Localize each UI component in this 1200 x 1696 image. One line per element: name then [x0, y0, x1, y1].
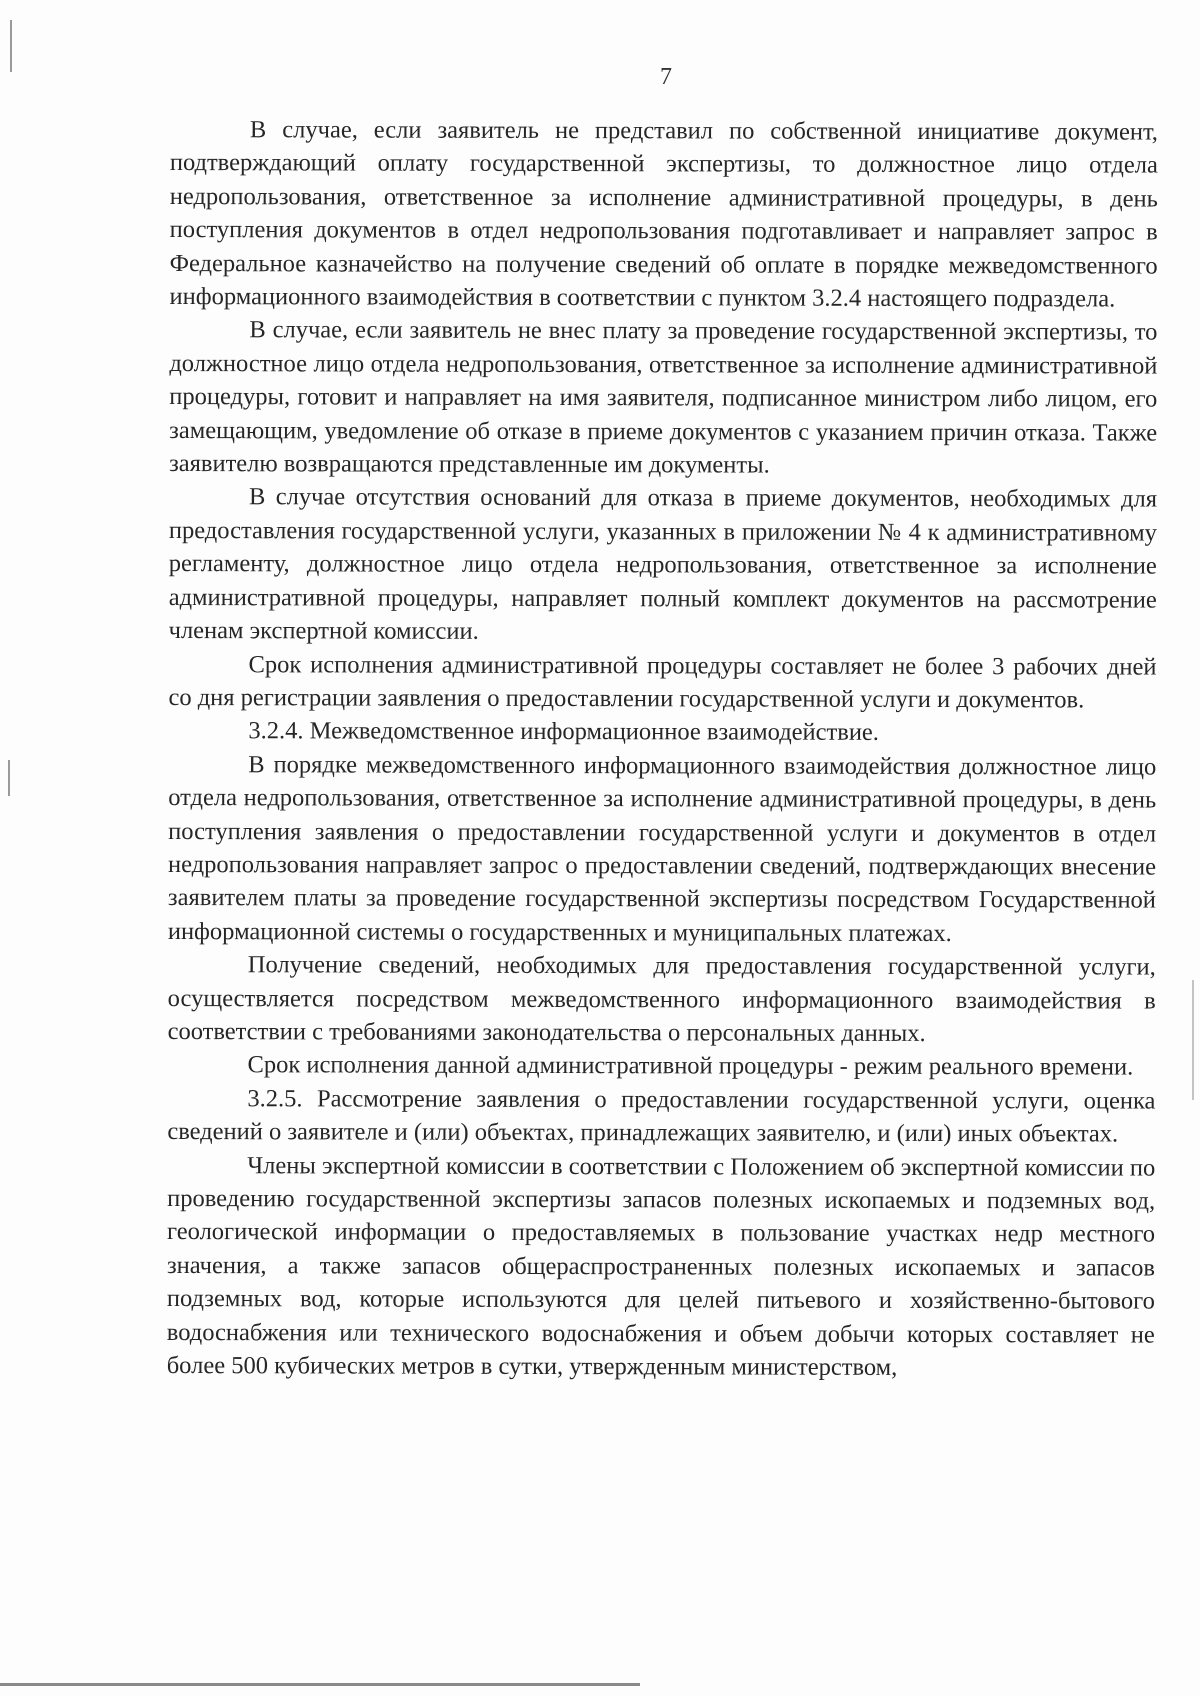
- page-number: 7: [660, 64, 672, 90]
- paragraph: В случае, если заявитель не внес плату за проведение государственной экспертизы, то должностное лицо отдела недропользования, ответственное за исполнение административной процедуры, готовит и направляет на имя заявителя, подписанное министром либо лицом, его замещающим, уведомление об отказе в приеме документов с указанием причин отказа. Также заявителю возвращаются представленные им документы.: [169, 316, 1158, 479]
- paragraph: Срок исполнения данной административной процедуры - режим реального времени.: [247, 1051, 1134, 1081]
- scan-bottom-line: [0, 1683, 640, 1686]
- scan-edge-mark: [8, 760, 10, 796]
- paragraph: В случае, если заявитель не представил по собственной инициативе документ, подтверждающий оплату государственной экспертизы, то должностное лицо отдела недропользования, ответственное за исполнение административной процедуры, в день поступления документов в отдел недропользования подготавливает и направляет запрос в Федеральное казначейство на получение сведений об оплате в порядке межведомственного информационного взаимодействия в соответствии с пунктом 3.2.4 настоящего подраздела.: [169, 116, 1158, 313]
- section-heading-3-2-4: 3.2.4. Межведомственное информационное взаимодействие.: [248, 717, 879, 747]
- section-heading-3-2-5: 3.2.5. Рассмотрение заявления о предоставлении государственной услуги, оценка сведений о заявителе и (или) объектах, принадлежащих заявителю, и (или) иных объектах.: [167, 1084, 1156, 1148]
- paragraph: В случае отсутствия оснований для отказа в приеме документов, необходимых для предоставления государственной услуги, указанных в приложении № 4 к административному регламенту, должностное лицо отдела недропользования, ответственное за исполнение административной процедуры, направляет полный комплект документов на рассмотрение членам экспертной комиссии.: [168, 483, 1158, 645]
- scan-edge-mark: [1192, 980, 1194, 1100]
- paragraph: В порядке межведомственного информационного взаимодействия должностное лицо отдела недропользования, ответственное за исполнение административной процедуры, в день поступления заявления о предоставлении государственной услуги и документов в отдел недропользования направляет запрос о предоставлении сведений, подтверждающих внесение заявителем платы за проведение государственной экспертизы посредством Государственной информационной системы о государственных и муниципальных платежах.: [167, 750, 1157, 947]
- paragraph: Члены экспертной комиссии в соответствии с Положением об экспертной комиссии по проведению государственной экспертизы запасов полезных ископаемых и подземных вод, геологической информации о предоставляемых в пользование участках недр местного значения, а также запасов общераспространенных полезных ископаемых и запасов подземных вод, которые используются для целей питьевого и хозяйственно-бытового водоснабжения или технического водоснабжения и объем добычи которых составляет не более 500 кубических метров в сутки, утвержденным министерством,: [166, 1151, 1156, 1381]
- paragraph: Срок исполнения административной процедуры составляет не более 3 рабочих дней со дня регистрации заявления о предоставлении государственной услуги и документов.: [168, 650, 1157, 714]
- body-text: [167, 113, 1158, 1385]
- scan-edge-mark: [10, 20, 12, 72]
- paragraph: Получение сведений, необходимых для предоставления государственной услуги, осуществляется посредством межведомственного информационного взаимодействия в соответствии с требованиями законодательства о персональных данных.: [167, 951, 1156, 1047]
